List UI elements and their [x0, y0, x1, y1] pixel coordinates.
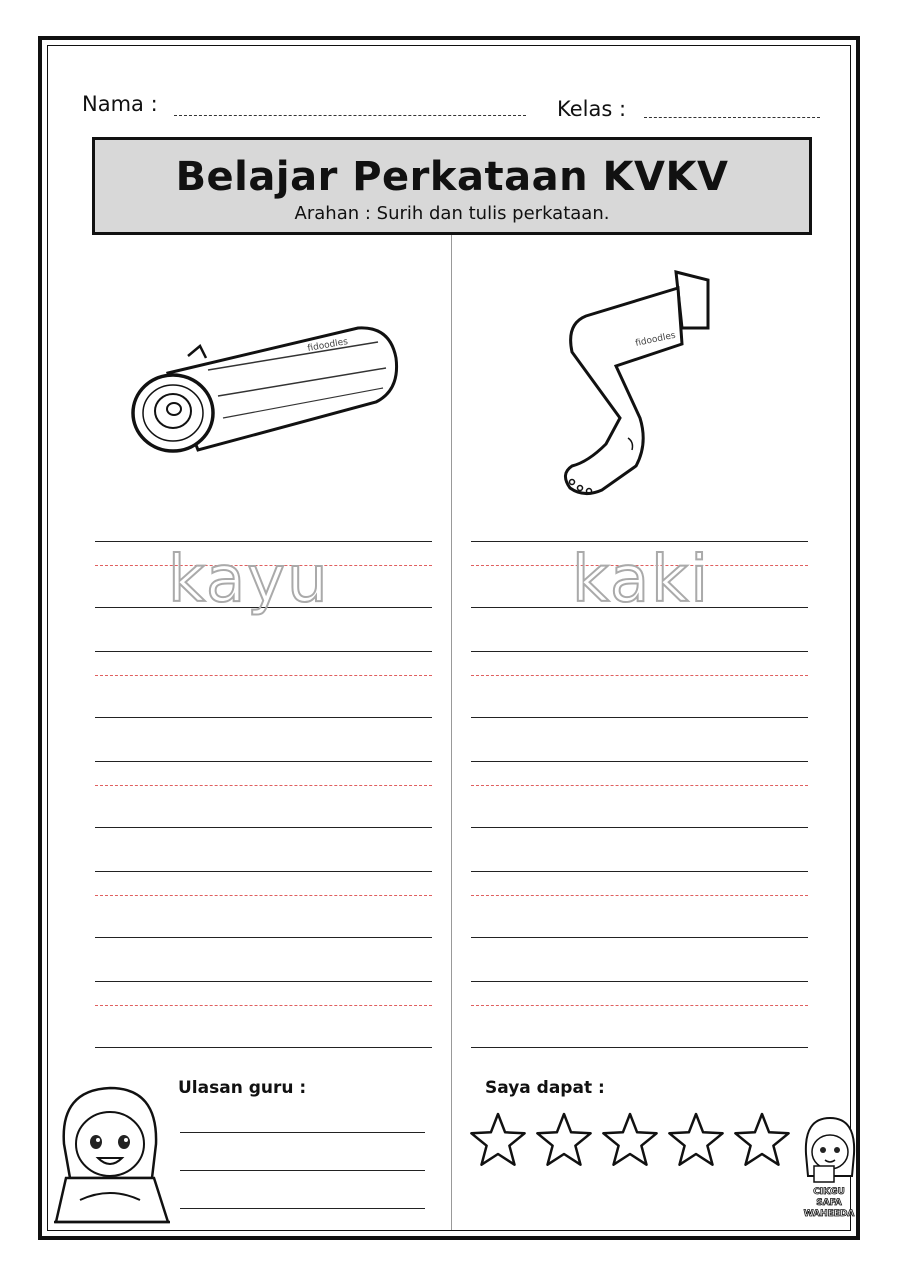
girl-reading-icon	[50, 1082, 176, 1230]
leg-icon	[558, 266, 718, 502]
review-line-1[interactable]	[180, 1132, 425, 1133]
instruction-text: Arahan : Surih dan tulis perkataan.	[294, 203, 610, 224]
class-field[interactable]	[644, 117, 820, 118]
trace-word-right: kaki	[572, 543, 710, 617]
class-label: Kelas :	[557, 97, 627, 121]
log-icon	[128, 318, 400, 458]
trace-word-left: kayu	[168, 543, 330, 617]
review-line-3[interactable]	[180, 1208, 425, 1209]
name-field[interactable]	[174, 115, 526, 116]
teacher-review-label: Ulasan guru :	[178, 1078, 307, 1098]
review-line-2[interactable]	[180, 1170, 425, 1171]
author-logo	[796, 1114, 862, 1234]
column-divider	[451, 235, 452, 1230]
logo-text: CIKGU SAFA WAHEEDA	[803, 1187, 855, 1219]
page-title: Belajar Perkataan KVKV	[175, 154, 729, 200]
score-label: Saya dapat :	[485, 1078, 605, 1098]
star-icon[interactable]	[534, 1112, 594, 1172]
name-label: Nama :	[82, 92, 158, 116]
star-icon[interactable]	[666, 1112, 726, 1172]
star-icon[interactable]	[600, 1112, 660, 1172]
log-credit: fidoodles	[306, 337, 349, 354]
star-icon[interactable]	[732, 1112, 792, 1172]
title-box	[92, 137, 812, 235]
leg-credit: fidoodles	[634, 330, 677, 349]
star-icon[interactable]	[468, 1112, 528, 1172]
